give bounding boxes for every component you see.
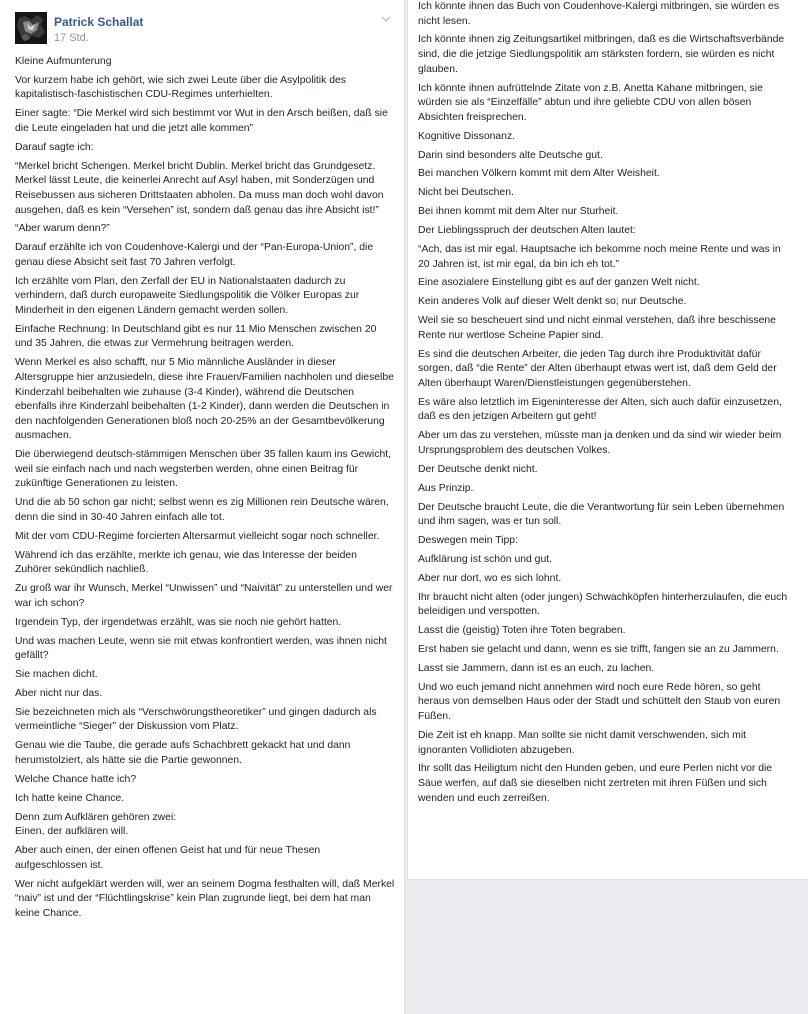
post-header — [15, 12, 395, 48]
post-paragraph: Ich hatte keine Chance. — [15, 792, 125, 804]
post-paragraph: Genau wie die Taube, die gerade aufs Schachbrett gekackt hat und dann herumstolziert, als hätte sie die Partie gewonnen. — [15, 740, 351, 766]
post-paragraph: Bei ihnen kommt mit dem Alter nur Sturheit. — [418, 206, 619, 218]
post-paragraph: Ich könnte ihnen das Buch von Coudenhove-Kalergi mitbringen, sie würden es nicht lesen. — [418, 1, 780, 27]
post-paragraph: Der Deutsche denkt nicht. — [418, 463, 538, 475]
post-paragraph: Ihr sollt das Heiligtum nicht den Hunden geben, und eure Perlen nicht vor die Säue werfen, auf daß sie dieselben nicht zertreten mit ihren Füßen und sich wenden und euch zerreißen. — [418, 763, 773, 804]
post-paragraph: Bei manchen Völkern kommt mit dem Alter Weisheit. — [418, 168, 660, 180]
post-paragraph: Darin sind besonders alte Deutsche gut. — [418, 149, 603, 161]
post-paragraph: Wenn Merkel es also schafft, nur 5 Mio männliche Ausländer in dieser Altersgruppe hier anzusiedeln, diese ihre Frauen/Familien nachholen und dieselbe Kinderzahl beibehalten wie zuhause (3-4 Kinder), während die Deutschen ebenfalls ihre Kinderzahl beibehalten (1-2 Kinder), dann werden die Deutschen in den nachfolgenden Generationen bloß noch 20-25% an der Gesamtbevölkerung ausmachen. — [15, 357, 394, 442]
post-paragraph: Ich könnte ihnen zig Zeitungsartikel mitbringen, daß es die Wirtschaftsverbände sind, die die jetzige Siedlungspolitik am stärksten fordern, sie würden es nicht glauben. — [418, 34, 785, 75]
post-paragraph: Einfache Rechnung: In Deutschland gibt es nur 11 Mio Menschen zwischen 20 und 35 Jahren, die etwas zur Vermehrung beitragen werden. — [15, 323, 377, 350]
post-paragraph: Es wäre also letztlich im Eigeninteresse der Alten, sich auch dafür einzusetzen, daß es den jetzigen Arbeitern gut geht! — [418, 396, 782, 423]
post-paragraph: Nicht bei Deutschen. — [418, 187, 514, 199]
post-paragraph: “Aber warum denn?” — [15, 223, 110, 235]
post-paragraph: Es sind die deutschen Arbeiter, die jeden Tag durch ihre Produktivität dafür sorgen, daß “die Rente” der Alten überhaupt etwas wert ist, daß dem Geld der Alten überhaupt Waren/Dienstleistungen gegenüberstehen. — [418, 348, 777, 389]
post-paragraph: Denn zum Aufklären gehören zwei: Einen, der aufklären will. — [15, 811, 177, 838]
post-timestamp[interactable]: 17 Std. — [54, 32, 89, 44]
post-paragraph: Welche Chance hatte ich? — [15, 773, 137, 785]
post-paragraph: Der Lieblingsspruch der deutschen Alten lautet: — [418, 225, 636, 237]
post-paragraph: Ihr braucht nicht alten (oder jungen) Schwachköpfen hinterherzulaufen, die euch beleidigen und verspotten. — [418, 591, 788, 618]
post-paragraph: Aber um das zu verstehen, müsste man ja denken und da sind wir wieder beim Ursprungsproblem des deutschen Volkes. — [418, 430, 782, 456]
post-paragraph: Eine asozialere Einstellung gibt es auf der ganzen Welt nicht. — [418, 277, 700, 289]
post-paragraph: Vor kurzem habe ich gehört, wie sich zwei Leute über die Asylpolitik des kapitalistisch-faschistischen CDU-Regimes unterhielten. — [15, 74, 346, 101]
post-paragraph: Aber auch einen, der einen offenen Geist hat und für neue Thesen aufgeschlossen ist. — [15, 845, 321, 871]
post-paragraph: Sie machen dicht. — [15, 669, 98, 681]
post-paragraph: Kein anderes Volk auf dieser Welt denkt so; nur Deutsche. — [418, 296, 687, 308]
post-paragraph: Irgendein Typ, der irgendetwas erzählt, was sie noch nie gehört hatten. — [15, 616, 342, 628]
post-paragraph: Lasst sie Jammern, dann ist es an euch, zu lachen. — [418, 662, 655, 674]
post-paragraph: Die Zeit ist eh knapp. Man sollte sie nicht damit verschwenden, sich mit ignoranten Vollidioten abzugeben. — [418, 729, 747, 756]
post-paragraph: Aber nicht nur das. — [15, 687, 103, 699]
post-paragraph: Und wo euch jemand nicht annehmen wird noch eure Rede hören, so geht heraus von demselben Haus oder der Stadt und schüttelt den Staub von euren Füßen. — [418, 681, 781, 723]
post-paragraph: Und die ab 50 schon gar nicht; selbst wenn es zig Millionen rein Deutsche wären, denn die sind in 30-40 Jahren einfach alle tot. — [15, 497, 389, 523]
post-paragraph: Erst haben sie gelacht und dann, wenn es sie trifft, fangen sie an zu Jammern. — [418, 644, 779, 656]
chevron-down-icon[interactable] — [381, 14, 391, 24]
post-paragraph: Aus Prinzip. — [418, 482, 474, 494]
post-paragraph: Aber nur dort, wo es sich lohnt. — [418, 572, 562, 584]
avatar[interactable] — [15, 12, 47, 44]
post-paragraph: “Merkel bricht Schengen. Merkel bricht Dublin. Merkel bricht das Grundgesetz. Merkel lässt Leute, die keinerlei Anrecht auf Asyl haben, mit Sonderzügen und Reisebussen aus sicheren Drittstaaten abholen. Da muss man doch wohl davon ausgehen, daß es kein “Versehen” ist, sondern daß genau das ihre Absicht ist!” — [15, 160, 384, 216]
post-paragraph: Aufklärung ist schön und gut. — [418, 553, 553, 565]
post-paragraph: Ich erzählte vom Plan, den Zerfall der EU in Nationalstaaten dadurch zu verhindern, daß durch europaweite Siedlungspolitik die Völker Europas zur Minderheit in den eigenen Ländern gemacht werden sollen. — [15, 275, 360, 316]
post-paragraph: “Ach, das ist mir egal. Hauptsache ich bekomme noch meine Rente und was in 20 Jahren ist, ist mir egal, da bin ich eh tot.” — [418, 243, 781, 270]
avatar-image — [15, 12, 47, 44]
post-paragraph: Sie bezeichneten mich als “Verschwörungstheoretiker” und gingen dadurch als vermeintliche “Sieger” der Diskussion vom Platz. — [15, 706, 377, 733]
post-paragraph: Lasst die (geistig) Toten ihre Toten begraben. — [418, 625, 626, 637]
post-paragraph: Weil sie so bescheuert sind und nicht einmal verstehen, daß ihre beschissene Rente nur wertlose Scheine Papier sind. — [418, 315, 776, 341]
post-paragraph: Kognitive Dissonanz. — [418, 130, 516, 142]
post-paragraph: Die überwiegend deutsch-stämmigen Menschen über 35 fallen kaum ins Gewicht, weil sie einfach nach und nach wegsterben werden, ohne einen Beitrag für zukünftige Generationen zu leisten. — [15, 449, 391, 490]
post-paragraph: Darauf sagte ich: — [15, 141, 94, 153]
post-paragraph: Einer sagte: “Die Merkel wird sich bestimmt vor Wut in den Arsch beißen, daß sie die Leute eingeladen hat und die jetzt alle kommen” — [15, 108, 388, 134]
post-paragraph: Der Deutsche braucht Leute, die die Verantwortung für sein Leben übernehmen und ihm sagen, was er tun soll. — [418, 501, 785, 528]
post-paragraph: Deswegen mein Tipp: — [418, 535, 518, 547]
post-paragraph: Kleine Aufmunterung — [15, 56, 112, 67]
post-paragraph: Darauf erzählte ich von Coudenhove-Kalergi und der “Pan-Europa-Union”, die genau diese Absicht seit fast 70 Jahren verfolgt. — [15, 242, 374, 268]
post-text-right — [418, 0, 793, 811]
post-paragraph: Zu groß war ihr Wunsch, Merkel “Unwissen” und “Naivität” zu unterstellen und wer war ich schon? — [15, 583, 393, 609]
author-name[interactable]: Patrick Schallat — [54, 15, 144, 29]
post-paragraph: Wer nicht aufgeklärt werden will, wer an seinem Dogma festhalten will, daß Merkel “naiv” ist und der “Flüchtlingskrise” kein Plan zugrunde liegt, bei dem hat man keine Chance. — [15, 878, 395, 919]
post-paragraph: Und was machen Leute, wenn sie mit etwas konfrontiert werden, was ihnen nicht gefällt? — [15, 635, 387, 662]
post-paragraph: Mit der vom CDU-Regime forcierten Altersarmut vielleicht sogar noch schneller. — [15, 530, 380, 542]
post-paragraph: Während ich das erzählte, merkte ich genau, wie das Interesse der beiden Zuhörer sekündlich nachließ. — [15, 549, 357, 576]
post-paragraph: Ich könnte ihnen aufrüttelnde Zitate von z.B. Anetta Kahane mitbringen, sie würden sie als “Einzelfälle” abtun und ihre geliebte CDU von allen bösen Absichten freisprechen. — [418, 82, 763, 123]
post-text-left — [15, 55, 395, 926]
